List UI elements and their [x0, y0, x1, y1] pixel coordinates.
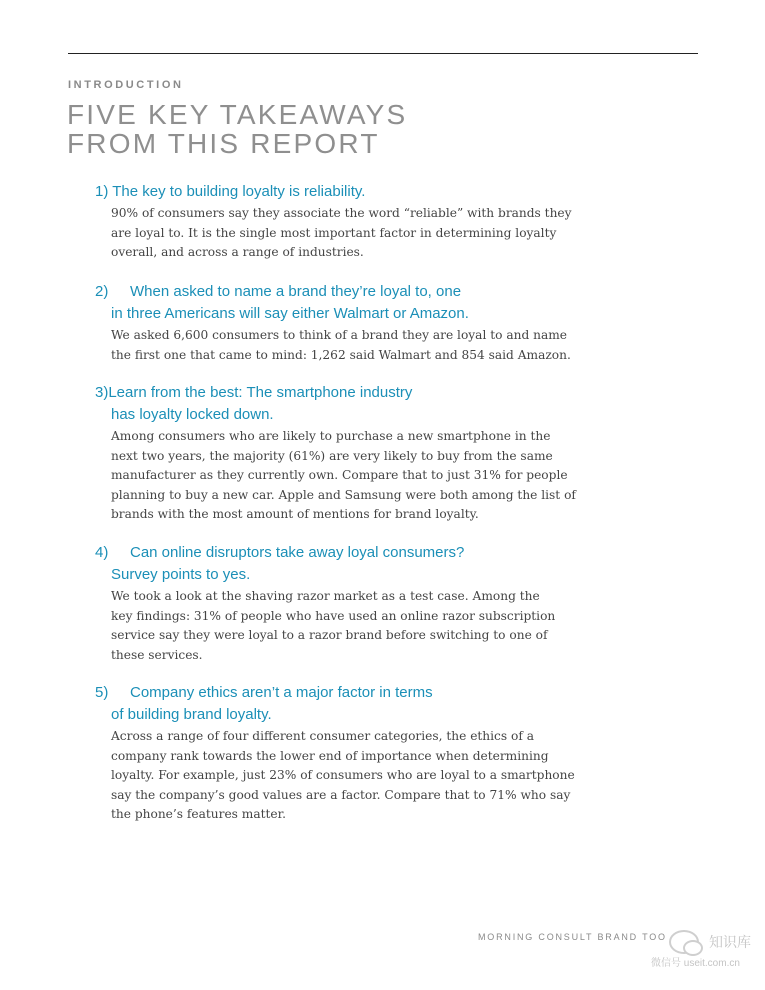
body-line: Among consumers who are likely to purchase a new smartphone in the [111, 429, 551, 443]
takeaway-3 [95, 382, 585, 525]
takeaway-heading-line: Can online disruptors take away loyal consumers? [130, 544, 465, 561]
chat-bubble-icon [669, 930, 699, 954]
body-line: these services. [111, 647, 203, 662]
takeaway-body [111, 587, 585, 665]
body-line: We took a look at the shaving razor market as a test case. Among the [111, 589, 540, 603]
body-line: We asked 6,600 consumers to think of a brand they are loyal to and name [111, 328, 568, 342]
takeaway-heading-line: of building brand loyalty. [111, 706, 272, 723]
body-line: overall, and across a range of industries. [111, 245, 364, 260]
takeaway-body [111, 427, 585, 525]
takeaway-heading [95, 281, 585, 325]
body-line: say the company’s good values are a factor. Compare that to 71% who say [111, 787, 571, 802]
takeaway-number: 4) [95, 544, 109, 561]
footer-running-title: MORNING CONSULT BRAND TOO [478, 932, 667, 942]
takeaway-heading [95, 382, 585, 426]
takeaway-heading [95, 542, 585, 586]
body-line: key findings: 31% of people who have used an online razor subscription [111, 608, 556, 623]
watermark [651, 930, 761, 976]
body-line: Across a range of four different consumer categories, the ethics of a [111, 729, 534, 743]
takeaway-body [111, 326, 585, 365]
takeaway-heading-line: has loyalty locked down. [111, 406, 274, 423]
top-rule [68, 53, 698, 54]
takeaway-heading-line: in three Americans will say either Walmart or Amazon. [111, 305, 469, 322]
body-line: the first one that came to mind: 1,262 said Walmart and 854 said Amazon. [111, 347, 571, 362]
takeaway-body [111, 727, 585, 825]
page-title-line-2: FROM THIS REPORT [67, 128, 380, 159]
takeaway-heading-line: Company ethics aren’t a major factor in terms [130, 684, 433, 701]
takeaway-5 [95, 682, 585, 825]
body-line: are loyal to. It is the single most important factor in determining loyalty [111, 225, 557, 240]
page-title [67, 100, 407, 158]
page-title-line-1: FIVE KEY TAKEAWAYS [67, 99, 408, 130]
body-line: brands with the most amount of mentions for brand loyalty. [111, 507, 479, 522]
takeaway-2 [95, 281, 585, 365]
body-line: 90% of consumers say they associate the word “reliable” with brands they [111, 206, 572, 220]
body-line: manufacturer as they currently own. Compare that to just 31% for people [111, 468, 568, 483]
body-line: next two years, the majority (61%) are very likely to buy from the same [111, 448, 553, 463]
takeaway-number: 2) [95, 283, 109, 300]
takeaway-number: 1) [95, 183, 109, 200]
takeaway-number: 3) [95, 384, 109, 401]
body-line: company rank towards the lower end of importance when determining [111, 748, 549, 763]
watermark-brand: 知识库 [709, 934, 751, 950]
takeaway-number: 5) [95, 684, 109, 701]
section-eyebrow: INTRODUCTION [68, 79, 184, 91]
takeaway-heading [95, 181, 585, 203]
takeaway-4 [95, 542, 585, 665]
takeaway-heading [95, 682, 585, 726]
takeaway-heading-line: When asked to name a brand they’re loyal to, one [130, 283, 462, 300]
body-line: the phone’s features matter. [111, 807, 286, 822]
takeaway-heading-line: The key to building loyalty is reliability. [112, 183, 366, 200]
body-line: loyalty. For example, just 23% of consumers who are loyal to a smartphone [111, 768, 575, 783]
takeaway-heading-line: Survey points to yes. [111, 566, 251, 583]
watermark-subtitle: 微信号 useit.com.cn [651, 958, 740, 969]
body-line: planning to buy a new car. Apple and Samsung were both among the list of [111, 487, 576, 502]
takeaway-body [111, 204, 585, 263]
body-line: service say they were loyal to a razor brand before switching to one of [111, 628, 548, 643]
takeaway-1 [95, 181, 585, 263]
takeaway-heading-line: Learn from the best: The smartphone industry [108, 384, 413, 401]
